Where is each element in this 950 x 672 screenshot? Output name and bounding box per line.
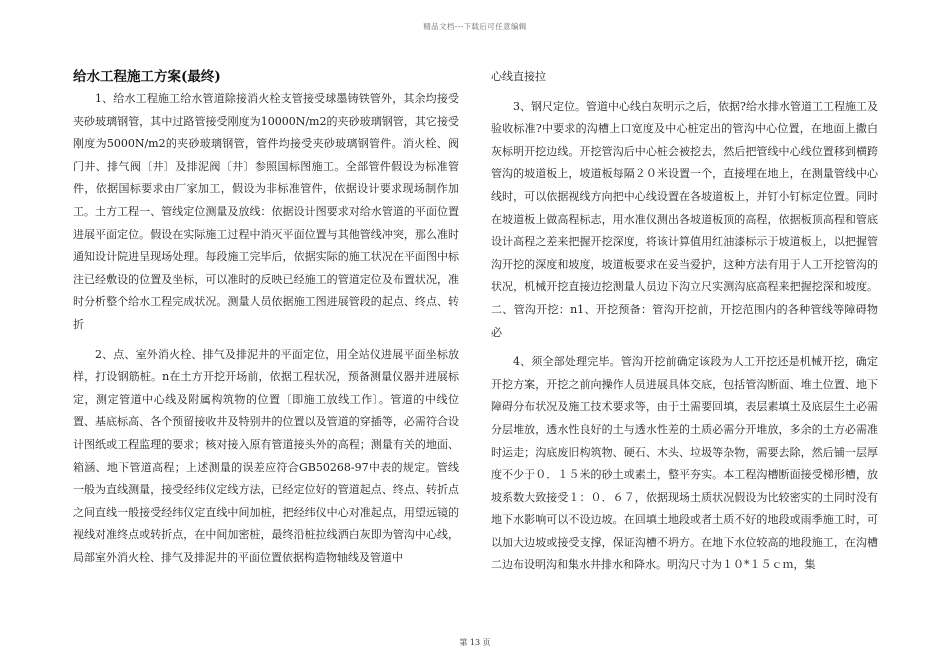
paragraph-1: 1、给水工程施工给水管道除接消火栓支管接受球墨铸铁管外，其余均接受夹砂玻璃钢管，其中过路管接受刚度为10000N/m2的夹砂玻璃钢管，其它接受刚度为5000N/m2的夹砂玻璃钢管，管件均接受夹砂玻璃钢管件。消火栓、阀门井、排气阀〔井〕及排泥阀〔井〕参照国标图施工。全部管件假设为标准管件，依据国标要求由厂家加工，假设为非标准管件，依据设计要求现场制作加工。土方工程一、管线定位测量及放线：依据设计图要求对给水管道的平面位置进展平面定位。假设在实际施工过程中消灭平面位置与其他管线冲突，那么准时通知设计院进呈现场处理。每段施工完毕后，依据实际的施工状况在平面图中标注已经敷设的位置及坐标，可以准时的反映已经施工的管道定位及布置状况，准时分析整个给水工程完成状况。测量人员依据施工图进展管段的起点、终点、转折 <box>73 92 459 331</box>
left-column <box>73 66 459 569</box>
right-column <box>491 66 878 577</box>
paragraph-4: 4、须全部处理完毕。管沟开挖前确定该段为人工开挖还是机械开挖，确定开挖方案，开挖之前向操作人员进展具体交底，包括管沟断面、堆土位置、地下障碍分布状况及施工技术要求等，由于土需要回填，表层素填土及底层生土必需分层堆放，透水性良好的土与透水性差的土质必需分开堆放，多余的土方必需准时运走；沟底废旧构筑物、硬石、木头、垃圾等杂物，需要去除，然后铺一层厚度不少于０．１５米的砂土或素土，整平夯实。本工程沟槽断面接受梯形槽，放坡系数大致接受１：０．６７，依据现场土质状况假设为比较密实的土同时没有地下水影响可以不设边坡。在回填土地段或者土质不好的地段或雨季施工时，可以加大边坡或接受支撑，保证沟槽不坍方。在地下水位较高的地段施工，在沟槽二边布设明沟和集水井排水和降水。明沟尺寸为１０*１５ｃｍ，集 <box>491 355 878 572</box>
page-header: 精品文档---下载后可任意编辑 <box>423 22 527 31</box>
paragraph-continuation: 心线直接拉 <box>491 70 546 83</box>
paragraph-3: 3、钢尺定位。管道中心线白灰明示之后，依据?给水排水管道工工程施工及验收标准?中要求的沟槽上口宽度及中心桩定出的管沟中心位置，在地面上撒白灰标明开挖边线。开挖管沟后中心桩会被挖去，然后把管线中心线位置移到横跨管沟的坡道板上，坡道板每隔２０米设置一个，直接埋在地上，在测量管线中心线时，可以依据视线方向把中心线设置在各坡道板上，并钉小钉标定位置。同时在坡道板上做高程标志，用水准仪测出各坡道板顶的高程，依据板顶高程和管底设计高程之差来把握开挖深度，将该计算值用红油漆标示于坡道板上，以把握管沟开挖的深度和坡度，坡道板要求在妥当爱护，这种方法有用于人工开挖管沟的状况，机械开挖直接边挖测量人员边下沟立尺实测沟底高程来把握挖深和坡度。二、管沟开挖：n1、开挖预备：管沟开挖前，开挖范围内的各种管线等障碍物必 <box>491 99 878 339</box>
page-number: 第 13 页 <box>459 638 491 647</box>
document-title: 给水工程施工方案(最终) <box>73 69 221 85</box>
paragraph-2: 2、点、室外消火栓、排气及排泥井的平面定位，用全站仪进展平面坐标放样，打设钢筋桩。n在土方开挖开场前，依据工程状况，预备测量仪器并进展标定，测定管道中心线及附属构筑物的位置〔即施工放线工作〕。管道的中线位置、基底标高、各个预留接收井及特别井的位置以及管道的穿插等，必需符合设计图纸或工程监理的要求；核对接入原有管道接头外的高程；测量有关的地面、箱涵、地下管道高程；上述测量的误差应符合GB50268-97中表的规定。管线一般为直线测量，接受经纬仪定线方法，已经定位好的管道起点、终点、转折点之间直线一般接受经纬仪定直线中间加桩，把经纬仪中心对准起点，用望远镜的视线对准终点或转折点，在中间加密桩，最终沿桩拉线洒白灰即为管沟中心线，局部室外消火栓、排气及排泥井的平面位置依据构造物轴线及管道中 <box>73 347 459 564</box>
